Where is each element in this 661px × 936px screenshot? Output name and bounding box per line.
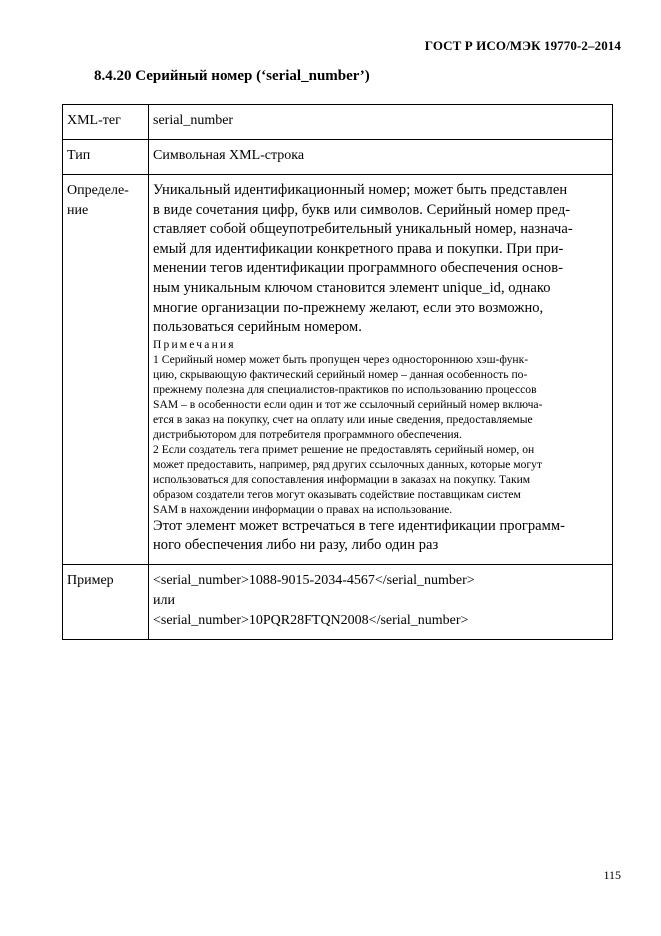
definition-text-line: Уникальный идентификационный номер; может быть представлен [153, 182, 568, 198]
xml-tag-label: XML-тег [63, 105, 149, 140]
definition-text-line: ным уникальным ключом становится элемент unique_id, однако [153, 279, 551, 296]
table-row-example [63, 564, 613, 639]
definition-cell [149, 175, 613, 565]
note-1-line: цию, скрывающую фактический серийный номер – данная особенность по- [153, 367, 528, 381]
definition-text-line: пользоваться серийным номером. [153, 319, 362, 336]
example-label: Пример [63, 564, 149, 639]
example-line: или [153, 592, 175, 608]
note-2-line: 2 Если создатель тега примет решение не предоставлять серийный номер, он [153, 442, 535, 456]
note-1-line: дистрибьютором для потребителя программного обеспечения. [153, 427, 462, 441]
definition-closing-line: ного обеспечения либо ни разу, либо один раз [153, 537, 439, 554]
notes-heading: Примечания [153, 338, 236, 351]
note-1-line: ется в заказ на покупку, счет на оплату или иные сведения, предоставляемые [153, 412, 533, 426]
definition-text-line: многие организации по-прежнему желают, если это возможно, [153, 299, 544, 316]
note-2-line: использоваться для сопоставления информации в заказах на покупку. Таким [153, 472, 531, 486]
note-2-line: может предоставить, например, ряд других ссылочных данных, которые могут [153, 457, 543, 471]
definition-text-line: емый для идентификации конкретного права и покупки. При при- [153, 240, 564, 257]
definition-label-line: ние [67, 203, 89, 218]
note-2-line: образом создатели тегов могут оказывать содействие поставщикам систем [153, 487, 521, 501]
definition-text-line: менении тегов идентификации программного обеспечения основ- [153, 260, 563, 277]
definition-closing-line: Этот элемент может встречаться в теге идентификации программ- [153, 517, 565, 534]
table-row-definition [63, 175, 613, 565]
definition-text-line: ставляет собой общеупотребительный уникальный номер, назнача- [153, 221, 573, 238]
example-line: <serial_number>10PQR28FTQN2008</serial_number> [153, 612, 469, 628]
note-2-line: SAM в нахождении информации о правах на использование. [153, 502, 453, 516]
note-1-line: прежнему полезна для специалистов-практиков по использованию процессов [153, 382, 537, 396]
element-spec-table [62, 104, 613, 640]
example-line: <serial_number>1088-9015-2034-4567</serial_number> [153, 572, 475, 588]
note-1-line: SAM – в особенности если один и тот же ссылочный серийный номер включа- [153, 397, 543, 411]
note-1-line: 1 Серийный номер может быть пропущен через одностороннюю хэш-функ- [153, 352, 529, 366]
table-row-xml-tag [63, 105, 613, 140]
xml-tag-value: serial_number [149, 105, 613, 140]
definition-text-line: в виде сочетания цифр, букв или символов. Серийный номер пред- [153, 201, 571, 218]
type-value: Символьная XML-строка [149, 140, 613, 175]
definition-label-cell [63, 175, 149, 565]
table-row-type [63, 140, 613, 175]
page-number: 115 [603, 868, 621, 882]
section-title: 8.4.20 Серийный номер (‘serial_number’) [94, 68, 370, 84]
example-cell [149, 564, 613, 639]
running-header: ГОСТ Р ИСО/МЭК 19770-2–2014 [424, 38, 621, 53]
type-label: Тип [63, 140, 149, 175]
definition-label-line: Определе- [67, 183, 129, 198]
